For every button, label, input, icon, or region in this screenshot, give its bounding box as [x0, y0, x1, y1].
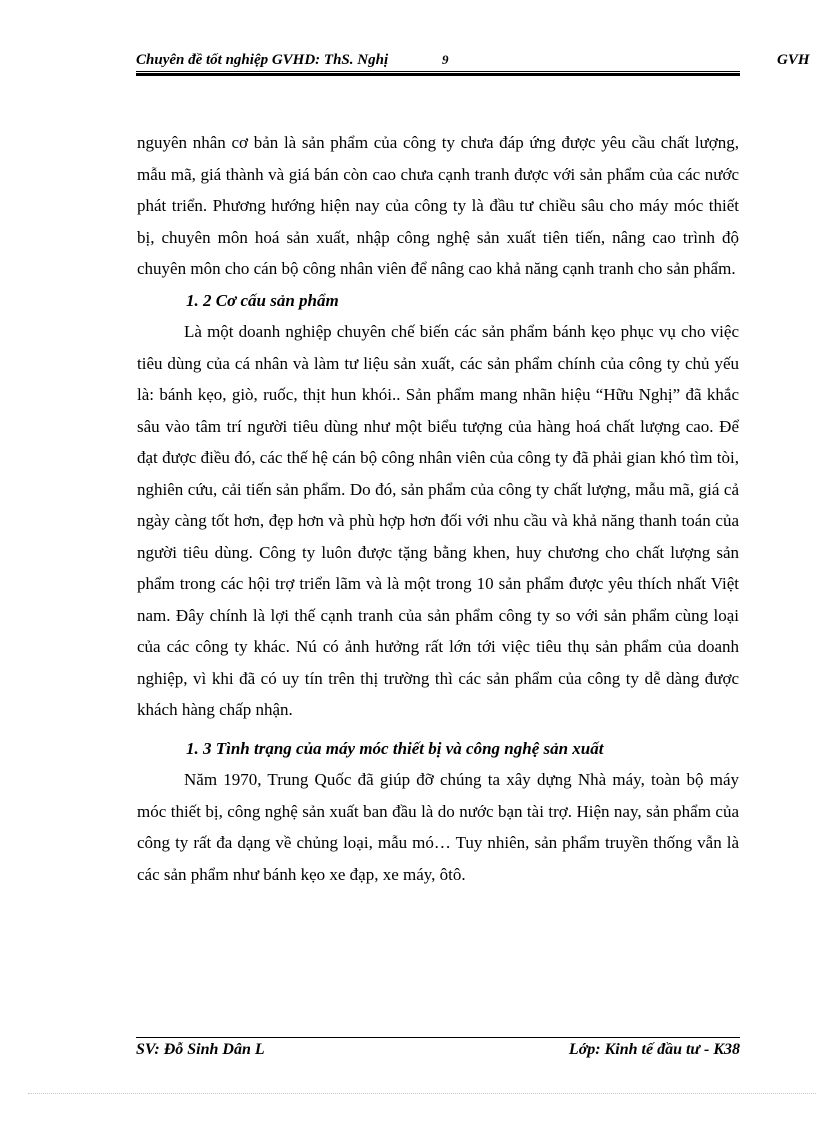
page-number: 9	[442, 52, 449, 67]
section-heading-1-2: 1. 2 Cơ cấu sản phẩm	[186, 290, 339, 310]
header-rule-thick	[136, 73, 740, 76]
paragraph-3: Năm 1970, Trung Quốc đã giúp đỡ chúng ta xây dựng Nhà máy, toàn bộ máy móc thiết bị, công nghệ sản xuất ban đầu là do nước bạn tài trợ. Hiện nay, sản phẩm của công ty rất đa dạng về chủng loại, mẫu mó… Tuy nhiên, sản phẩm truyền thống vẫn là các sản phẩm như bánh kẹo xe đạp, xe máy, ôtô.	[137, 770, 739, 884]
header-title: Chuyên đề tốt nghiệp GVHD: ThS. Nghị	[136, 52, 389, 68]
section-heading-1-3: 1. 3 Tình trạng của máy móc thiết bị và công nghệ sản xuất	[186, 738, 604, 758]
header-right-text: GVH	[777, 52, 810, 68]
footer-student: SV: Đỗ Sinh Dân L	[136, 1041, 265, 1058]
header-rule-thin	[136, 71, 740, 72]
paragraph-1: nguyên nhân cơ bản là sản phẩm của công ty chưa đáp ứng được yêu cầu chất lượng, mẫu mã, giá thành và giá bán còn cao chưa cạnh tranh được với sản phẩm của các nước phát triển. Phương hướng hiện nay của công ty là đầu tư chiều sâu cho máy móc thiết bị, chuyên môn hoá sản xuất, nhập công nghệ sản xuất tiên tiến, nâng cao trình độ chuyên môn cho cán bộ công nhân viên để nâng cao khả năng cạnh tranh cho sản phẩm.	[137, 133, 739, 278]
document-body	[137, 127, 739, 890]
paragraph-2: Là một doanh nghiệp chuyên chế biến các sản phẩm bánh kẹo phục vụ cho việc tiêu dùng của cá nhân và làm tư liệu sản xuất, các sản phẩm chính của công ty chủ yếu là: bánh kẹo, giò, ruốc, thịt hun khói.. Sản phẩm mang nhãn hiệu “Hữu Nghị” đã khắc sâu vào tâm trí người tiêu dùng như một biểu tượng của hàng hoá chất lượng cao. Để đạt được điều đó, các thế hệ cán bộ công nhân viên của công ty đã phải gian khó tìm tòi, nghiên cứu, cải tiến sản phẩm. Do đó, sản phẩm của công ty chất lượng, mẫu mã, giá cả ngày càng tốt hơn, đẹp hơn và phù hợp hơn đối với nhu cầu và khả năng thanh toán của người tiêu dùng. Công ty luôn được tặng bằng khen, huy chương cho chất lượng sản phẩm trong các hội trợ triển lãm và là một trong 10 sản phẩm được yêu thích nhất Việt nam. Đây chính là lợi thế cạnh tranh của sản phẩm công ty so với sản phẩm cùng loại của các công ty khác. Nú có ảnh hưởng rất lớn tới việc tiêu thụ sản phẩm của doanh nghiệp, vì khi đã có uy tín trên thị trường thì các sản phẩm của công ty dễ dàng được khách hàng chấp nhận.	[137, 322, 739, 719]
page-edge-divider	[28, 1093, 816, 1094]
footer-class: Lớp: Kinh tế đầu tư - K38	[568, 1041, 740, 1058]
footer-rule	[136, 1037, 740, 1038]
